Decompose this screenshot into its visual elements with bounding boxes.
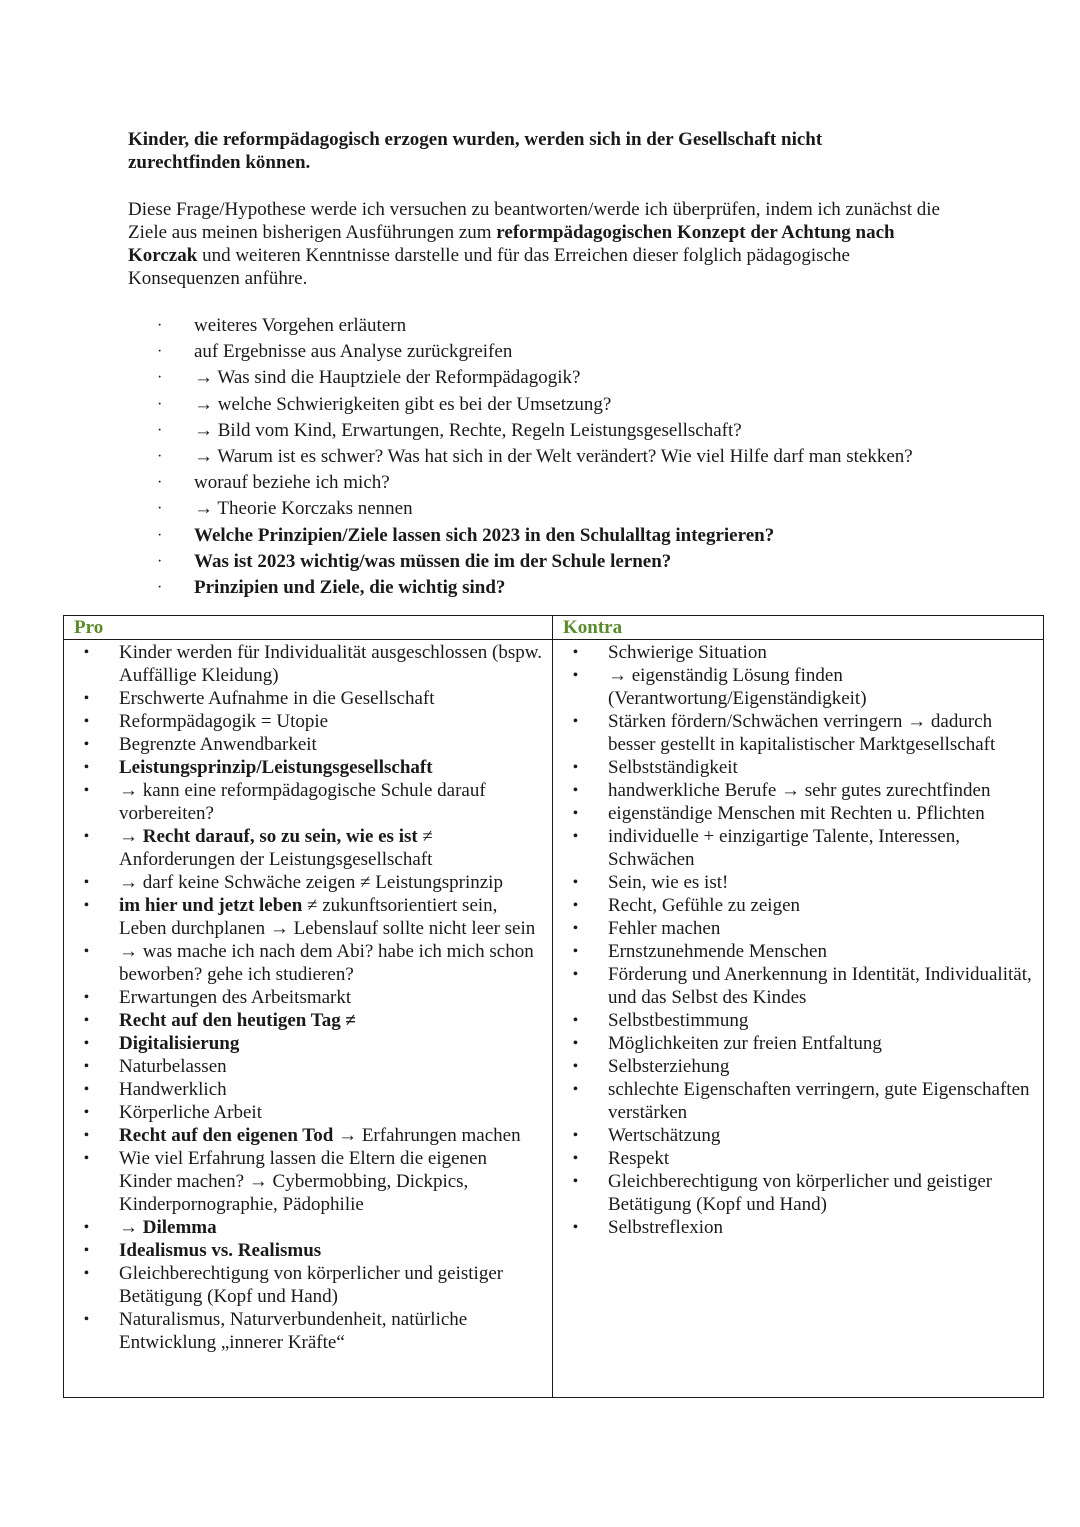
pro-item-text: Idealismus vs. Realismus bbox=[119, 1240, 322, 1261]
contra-item-text: Stärken fördern/Schwächen verringern → dadurch besser gestellt in kapitalistischer Marktgesellschaft bbox=[608, 711, 996, 755]
pro-item-text: Begrenzte Anwendbarkeit bbox=[119, 734, 317, 755]
contra-item-text: Respekt bbox=[608, 1148, 670, 1169]
bullet-icon: • bbox=[573, 1174, 578, 1189]
bullet-icon: • bbox=[84, 1128, 89, 1143]
bullet-icon: • bbox=[84, 1082, 89, 1097]
pro-item-text: → Dilemma bbox=[119, 1217, 217, 1238]
bullet-icon: · bbox=[157, 526, 163, 544]
pro-item bbox=[64, 1032, 552, 1055]
pro-item bbox=[64, 756, 552, 779]
contra-item-text: Fehler machen bbox=[608, 918, 721, 939]
bullet-icon: • bbox=[573, 898, 578, 913]
procedure-item bbox=[128, 549, 1028, 575]
bullet-icon: · bbox=[157, 552, 163, 570]
bullet-icon: · bbox=[157, 395, 163, 413]
pro-item bbox=[64, 986, 552, 1009]
pro-item bbox=[64, 1124, 552, 1147]
pro-list bbox=[64, 640, 552, 1354]
pro-item-bold-text: Recht auf den eigenen Tod bbox=[119, 1125, 334, 1146]
bullet-icon: • bbox=[84, 1013, 89, 1028]
contra-item bbox=[553, 710, 1043, 756]
bullet-icon: • bbox=[84, 645, 89, 660]
pro-item bbox=[64, 825, 552, 871]
bullet-icon: • bbox=[573, 944, 578, 959]
pro-item bbox=[64, 779, 552, 825]
pro-item-text: Körperliche Arbeit bbox=[119, 1102, 262, 1123]
pro-item-text: Digitalisierung bbox=[119, 1033, 240, 1054]
bullet-icon: · bbox=[157, 421, 163, 439]
procedure-item bbox=[128, 496, 1028, 522]
contra-item bbox=[553, 894, 1043, 917]
pro-item bbox=[64, 940, 552, 986]
bullet-icon: • bbox=[84, 1036, 89, 1051]
contra-item-text: eigenständige Menschen mit Rechten u. Pflichten bbox=[608, 803, 985, 824]
pro-item-text: → kann eine reformpädagogische Schule darauf vorbereiten? bbox=[119, 780, 486, 824]
procedure-list bbox=[128, 313, 1028, 601]
pro-item bbox=[64, 710, 552, 733]
bullet-icon: • bbox=[573, 645, 578, 660]
pro-contra-table bbox=[63, 615, 1044, 1398]
thesis-heading: Kinder, die reformpädagogisch erzogen wurden, werden sich in der Gesellschaft nicht zurechtfinden können. bbox=[128, 129, 823, 173]
contra-item-text: schlechte Eigenschaften verringern, gute Eigenschaften verstärken bbox=[608, 1079, 1030, 1123]
contra-item bbox=[553, 1124, 1043, 1147]
pro-column bbox=[64, 640, 553, 1398]
contra-item-text: → eigenständig Lösung finden (Verantwortung/Eigenständigkeit) bbox=[608, 665, 867, 709]
procedure-item bbox=[128, 339, 1028, 365]
procedure-item-text: → Was sind die Hauptziele der Reformpädagogik? bbox=[194, 367, 581, 389]
bullet-icon: • bbox=[84, 1312, 89, 1327]
pro-item bbox=[64, 687, 552, 710]
contra-item-text: Selbsterziehung bbox=[608, 1056, 730, 1077]
bullet-icon: • bbox=[573, 1082, 578, 1097]
contra-item bbox=[553, 1009, 1043, 1032]
pro-item-text: Kinder werden für Individualität ausgeschlossen (bspw. Auffällige Kleidung) bbox=[119, 642, 542, 686]
pro-item-bold-text: → Recht darauf, so zu sein, wie es ist bbox=[119, 826, 418, 847]
pro-item-text: Naturbelassen bbox=[119, 1056, 227, 1077]
bullet-icon: • bbox=[84, 737, 89, 752]
pro-item bbox=[64, 641, 552, 687]
pro-item bbox=[64, 1308, 552, 1354]
contra-item-text: Recht, Gefühle zu zeigen bbox=[608, 895, 801, 916]
pro-item-text: → was mache ich nach dem Abi? habe ich mich schon beworben? gehe ich studieren? bbox=[119, 941, 534, 985]
pro-item-text: Handwerklich bbox=[119, 1079, 227, 1100]
intro-text-2: und weiteren Kenntnisse darstelle und für das Erreichen dieser folglich pädagogische Konsequenzen anführe. bbox=[128, 245, 850, 289]
pro-item bbox=[64, 1055, 552, 1078]
procedure-item-text: Welche Prinzipien/Ziele lassen sich 2023 in den Schulalltag integrieren? bbox=[194, 524, 775, 546]
bullet-icon: • bbox=[84, 760, 89, 775]
bullet-icon: · bbox=[157, 474, 163, 492]
bullet-icon: • bbox=[84, 990, 89, 1005]
pro-item-text: Reformpädagogik = Utopie bbox=[119, 711, 329, 732]
procedure-item-text: Was ist 2023 wichtig/was müssen die im der Schule lernen? bbox=[194, 550, 672, 572]
bullet-icon: · bbox=[157, 579, 163, 597]
pro-item bbox=[64, 1147, 552, 1216]
procedure-item-text: worauf beziehe ich mich? bbox=[194, 472, 390, 494]
procedure-item bbox=[128, 418, 1028, 444]
contra-item bbox=[553, 963, 1043, 1009]
pro-item bbox=[64, 1216, 552, 1239]
bullet-icon: • bbox=[573, 1036, 578, 1051]
contra-item-text: Wertschätzung bbox=[608, 1125, 721, 1146]
bullet-icon: • bbox=[84, 714, 89, 729]
contra-item bbox=[553, 917, 1043, 940]
procedure-item-text: auf Ergebnisse aus Analyse zurückgreifen bbox=[194, 341, 513, 363]
bullet-icon: • bbox=[573, 1059, 578, 1074]
pro-item-bold-text: im hier und jetzt leben bbox=[119, 895, 303, 916]
procedure-item bbox=[128, 365, 1028, 391]
bullet-icon: · bbox=[157, 369, 163, 387]
intro-bold-text: reformpädagogischen Konzept der Achtung nach Korczak bbox=[128, 222, 895, 266]
contra-item bbox=[553, 1055, 1043, 1078]
contra-column bbox=[553, 640, 1044, 1398]
bullet-icon: • bbox=[573, 714, 578, 729]
contra-list bbox=[553, 640, 1043, 1239]
procedure-item-text: Prinzipien und Ziele, die wichtig sind? bbox=[194, 577, 506, 599]
contra-item bbox=[553, 940, 1043, 963]
pro-item-text: Erwartungen des Arbeitsmarkt bbox=[119, 987, 352, 1008]
pro-item-text: → darf keine Schwäche zeigen ≠ Leistungsprinzip bbox=[119, 872, 503, 893]
bullet-icon: • bbox=[573, 1220, 578, 1235]
contra-item-text: Selbstreflexion bbox=[608, 1217, 724, 1238]
contra-item bbox=[553, 1078, 1043, 1124]
pro-item bbox=[64, 871, 552, 894]
contra-item bbox=[553, 756, 1043, 779]
bullet-icon: • bbox=[573, 967, 578, 982]
bullet-icon: · bbox=[157, 317, 163, 334]
bullet-icon: • bbox=[84, 944, 89, 959]
intro-text-1: Diese Frage/Hypothese werde ich versuchen zu beantworten/werde ich überprüfen, indem ich zunächst die Ziele aus meinen bisherigen Ausführungen zum bbox=[128, 199, 940, 243]
contra-item-text: Gleichberechtigung von körperlicher und geistiger Betätigung (Kopf und Hand) bbox=[608, 1171, 993, 1215]
contra-item-text: Sein, wie es ist! bbox=[608, 872, 729, 893]
contra-item bbox=[553, 871, 1043, 894]
procedure-item bbox=[128, 313, 1028, 339]
bullet-icon: • bbox=[84, 875, 89, 890]
contra-item-text: Möglichkeiten zur freien Entfaltung bbox=[608, 1033, 882, 1054]
procedure-item bbox=[128, 575, 1028, 601]
procedure-item-text: → Warum ist es schwer? Was hat sich in der Welt verändert? Wie viel Hilfe darf man stekken? bbox=[194, 446, 913, 468]
contra-item bbox=[553, 664, 1043, 710]
bullet-icon: • bbox=[573, 760, 578, 775]
pro-item bbox=[64, 1239, 552, 1262]
bullet-icon: • bbox=[573, 829, 578, 844]
procedure-item-text: → Theorie Korczaks nennen bbox=[194, 498, 413, 520]
procedure-item bbox=[128, 392, 1028, 418]
contra-item bbox=[553, 1216, 1043, 1239]
pro-item bbox=[64, 894, 552, 940]
pro-item-text: Wie viel Erfahrung lassen die Eltern die eigenen Kinder machen? → Cybermobbing, Dickpics, Kinderpornographie, Pädophilie bbox=[119, 1148, 488, 1215]
contra-item-text: Ernstzunehmende Menschen bbox=[608, 941, 827, 962]
procedure-item bbox=[128, 470, 1028, 496]
pro-item-text: → Erfahrungen machen bbox=[333, 1125, 521, 1146]
contra-item-text: Selbstständigkeit bbox=[608, 757, 738, 778]
pro-header: Pro bbox=[64, 616, 553, 640]
contra-item-text: handwerkliche Berufe → sehr gutes zurechtfinden bbox=[608, 780, 991, 801]
bullet-icon: • bbox=[84, 1105, 89, 1120]
bullet-icon: • bbox=[573, 668, 578, 683]
bullet-icon: • bbox=[84, 829, 89, 844]
contra-item bbox=[553, 1170, 1043, 1216]
contra-item bbox=[553, 779, 1043, 802]
contra-item-text: individuelle + einzigartige Talente, Interessen, Schwächen bbox=[608, 826, 960, 870]
pro-item-text: Leistungsprinzip/Leistungsgesellschaft bbox=[119, 757, 433, 778]
contra-item bbox=[553, 825, 1043, 871]
bullet-icon: • bbox=[573, 806, 578, 821]
procedure-item bbox=[128, 523, 1028, 549]
bullet-icon: · bbox=[157, 500, 163, 518]
bullet-icon: • bbox=[84, 1266, 89, 1281]
contra-item bbox=[553, 802, 1043, 825]
pro-item bbox=[64, 1009, 552, 1032]
pro-item-text: Naturalismus, Naturverbundenheit, natürliche Entwicklung „innerer Kräfte“ bbox=[119, 1309, 468, 1353]
bullet-icon: • bbox=[84, 898, 89, 913]
pro-item bbox=[64, 1262, 552, 1308]
contra-item bbox=[553, 1032, 1043, 1055]
pro-item-text: ≠ zukunftsorientiert sein, Leben durchplanen → Lebenslauf sollte nicht leer sein bbox=[119, 895, 536, 939]
pro-item-text: ≠ Anforderungen der Leistungsgesellschaft bbox=[119, 826, 433, 870]
bullet-icon: • bbox=[573, 1151, 578, 1166]
contra-item-text: Förderung und Anerkennung in Identität, Individualität, und das Selbst des Kindes bbox=[608, 964, 1032, 1008]
procedure-item-text: → Bild vom Kind, Erwartungen, Rechte, Regeln Leistungsgesellschaft? bbox=[194, 419, 742, 441]
bullet-icon: • bbox=[84, 1220, 89, 1235]
bullet-icon: • bbox=[84, 1059, 89, 1074]
pro-item bbox=[64, 1101, 552, 1124]
contra-item bbox=[553, 1147, 1043, 1170]
bullet-icon: • bbox=[573, 1128, 578, 1143]
pro-item-text: Recht auf den heutigen Tag ≠ bbox=[119, 1010, 356, 1031]
intro-paragraph bbox=[128, 198, 948, 290]
bullet-icon: · bbox=[157, 448, 163, 466]
bullet-icon: • bbox=[84, 1151, 89, 1166]
contra-item-text: Selbstbestimmung bbox=[608, 1010, 749, 1031]
bullet-icon: • bbox=[573, 783, 578, 798]
procedure-item bbox=[128, 444, 1028, 470]
procedure-item-text: weiteres Vorgehen erläutern bbox=[194, 315, 407, 336]
pro-item bbox=[64, 1078, 552, 1101]
contra-item bbox=[553, 641, 1043, 664]
pro-item-text: Gleichberechtigung von körperlicher und geistiger Betätigung (Kopf und Hand) bbox=[119, 1263, 504, 1307]
pro-item bbox=[64, 733, 552, 756]
procedure-item-text: → welche Schwierigkeiten gibt es bei der Umsetzung? bbox=[194, 393, 612, 415]
contra-item-text: Schwierige Situation bbox=[608, 642, 767, 663]
pro-item-text: Erschwerte Aufnahme in die Gesellschaft bbox=[119, 688, 435, 709]
bullet-icon: • bbox=[573, 1013, 578, 1028]
bullet-icon: • bbox=[84, 691, 89, 706]
bullet-icon: · bbox=[157, 343, 163, 361]
bullet-icon: • bbox=[84, 783, 89, 798]
bullet-icon: • bbox=[84, 1243, 89, 1258]
bullet-icon: • bbox=[573, 875, 578, 890]
contra-header: Kontra bbox=[553, 616, 1044, 640]
bullet-icon: • bbox=[573, 921, 578, 936]
